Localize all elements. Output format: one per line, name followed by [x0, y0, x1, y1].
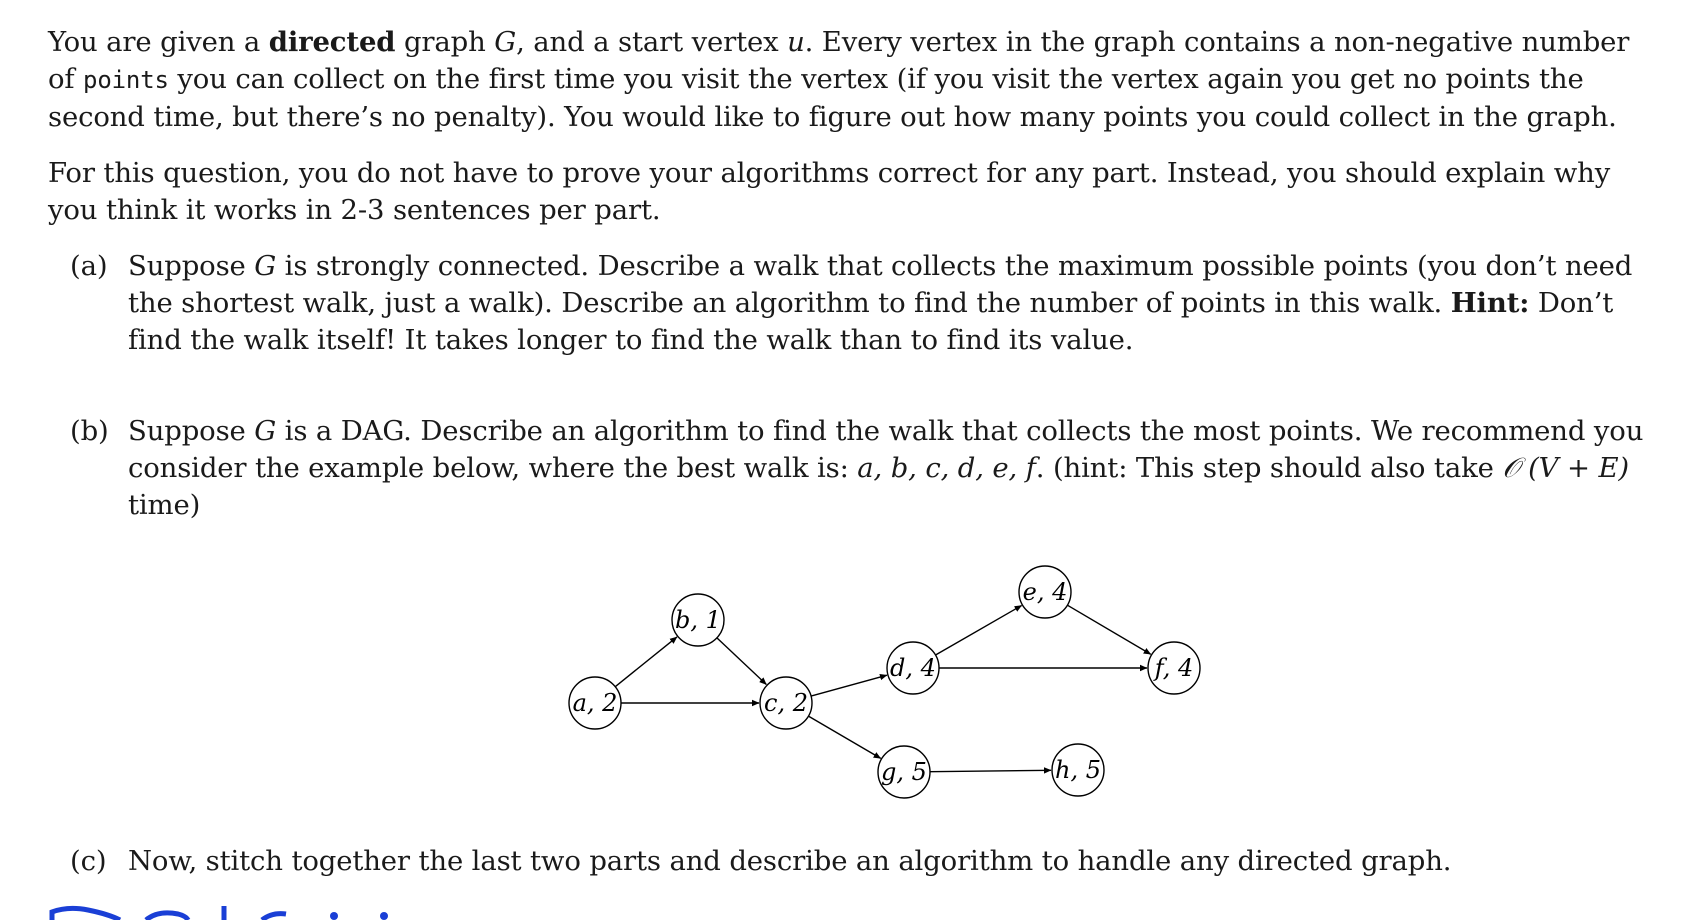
edge-c-g	[808, 716, 880, 758]
edge-e-f	[1067, 605, 1150, 654]
part-b-text: . (hint: This step should also take	[1035, 452, 1503, 484]
dag-example-diagram	[560, 560, 1210, 800]
node-label: a, 2	[572, 689, 618, 717]
edge-g-h	[930, 770, 1051, 771]
node-d	[887, 642, 939, 694]
part-b-text: Suppose	[128, 415, 255, 447]
node-label: b, 1	[675, 606, 721, 634]
part-a-text: Suppose	[128, 250, 255, 282]
node-label: c, 2	[764, 689, 808, 717]
math-G: G	[254, 415, 277, 447]
part-b-text: is a DAG. Describe an algorithm to find the walk that collects the most points. We recommend you consider the example below, where the best walk is:	[128, 415, 1644, 484]
points-code: points	[83, 66, 169, 94]
math-G: G	[254, 250, 277, 282]
part-c-text: Now, stitch together the last two parts and describe an algorithm to handle any directed graph.	[128, 845, 1452, 877]
best-walk: a, b, c, d, e, f	[857, 452, 1036, 484]
node-h	[1052, 744, 1104, 796]
edge-b-c	[717, 638, 766, 685]
intro-text: . Every vertex in the graph contains a non-negative number of	[48, 26, 1630, 95]
part-a	[48, 248, 1648, 359]
edge-a-b	[615, 637, 677, 687]
hint-label: Hint:	[1450, 287, 1530, 319]
part-a-tag: (a)	[70, 250, 108, 282]
graph-nodes	[569, 566, 1200, 798]
part-a-text: Don’t find the walk itself! It takes longer to find the walk than to find its value.	[128, 287, 1614, 356]
node-c	[760, 677, 812, 729]
directed-bold: directed	[268, 26, 396, 58]
intro-text: you can collect on the first time you visit the vertex (if you visit the vertex again you get no points the second time, but there’s no penalty). You would like to figure out how many points you could collect in the graph.	[48, 63, 1617, 133]
part-b	[48, 413, 1648, 524]
edge-d-e	[936, 605, 1022, 655]
part-a-text: is strongly connected. Describe a walk that collects the maximum possible points (you don’t need the shortest walk, just a walk). Describe an algorithm to find the number of points in this walk.	[128, 250, 1633, 319]
node-g	[878, 746, 930, 798]
math-u: u	[787, 26, 805, 58]
part-c	[48, 843, 1706, 880]
node-label: g, 5	[881, 758, 927, 786]
node-b	[672, 594, 724, 646]
cut-off-heading-fragment	[48, 900, 398, 920]
part-c-tag: (c)	[70, 845, 107, 877]
node-f	[1148, 642, 1200, 694]
node-label: e, 4	[1022, 578, 1068, 606]
node-a	[569, 677, 621, 729]
node-label: f, 4	[1154, 654, 1194, 682]
node-label: h, 5	[1055, 756, 1101, 784]
node-e	[1019, 566, 1071, 618]
node-label: d, 4	[890, 654, 936, 682]
intro-text: graph	[395, 26, 495, 58]
problem-page	[48, 24, 1648, 524]
intro-text: , and a start vertex	[516, 26, 788, 58]
big-o-notation: 𝒪 (V + E)	[1502, 452, 1629, 484]
math-G: G	[494, 26, 517, 58]
edge-c-d	[811, 675, 887, 696]
intro-text: You are given a	[48, 26, 269, 58]
part-b-text: time)	[128, 489, 201, 521]
part-b-tag: (b)	[70, 415, 109, 447]
instructions-paragraph: For this question, you do not have to prove your algorithms correct for any part. Instead, you should explain why you think it works in 2-3 sentences per part.	[48, 157, 1611, 226]
intro-paragraph	[48, 24, 1648, 136]
